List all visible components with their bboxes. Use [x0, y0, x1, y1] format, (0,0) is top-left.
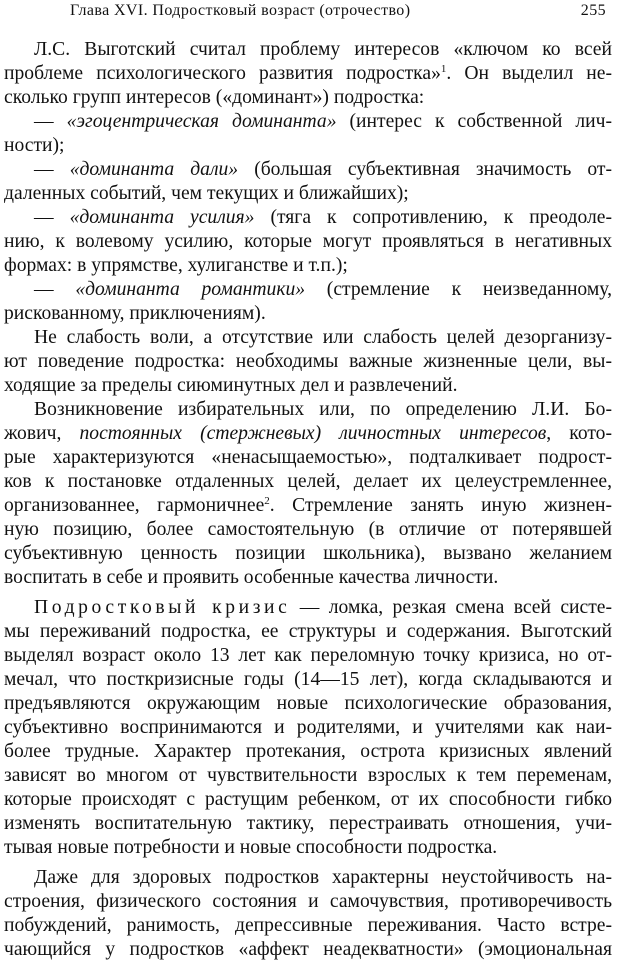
emphasized-term: постоянных (стержневых) личностных интересов — [79, 423, 547, 444]
text-line: строения, физического состояния и самочувствия, противоречивость — [4, 891, 612, 912]
text-line: мечал, что посткризисные годы (14—15 лет), когда складываются и — [4, 669, 612, 690]
text-line: чающийся у подростков «аффект неадекватности» (эмоциональная — [4, 939, 612, 960]
text-line: которые происходят с растущим ребенком, от их способности гибко — [4, 789, 612, 810]
text-line: изменять воспитательную тактику, перестраивать отношения, учи- — [4, 813, 612, 834]
text-line: зависят во многом от чувствительности взрослых к тем переменам, — [4, 765, 612, 786]
chapter-title: Глава XVI. Подростковый возраст (отрочество) — [70, 2, 411, 19]
text-line: субъективно воспринимаются и родителями, и учителями как наи- — [4, 717, 612, 738]
dominant-term: «доминанта дали» — [69, 159, 239, 180]
dominant-term: «эгоцентрическая доминанта» — [66, 111, 337, 132]
text-line: воспитать в себе и проявить особенные качества личности. — [4, 567, 499, 588]
text-line: ности); — [4, 135, 65, 156]
text-line: выделял возраст около 13 лет как переломную точку кризиса, но от- — [4, 645, 612, 666]
text-line: Подростковый кризис — ломка, резкая смена всей систе- — [34, 597, 612, 618]
footnote-ref: 2 — [264, 495, 270, 507]
text-line: ют поведение подростка: необходимы важные жизненные цели, вы- — [4, 351, 612, 372]
text-line: — «эгоцентрическая доминанта» (интерес к собственной лич- — [34, 111, 612, 132]
text-line: побуждений, ранимость, депрессивные переживания. Часто встре- — [4, 915, 612, 936]
text-line: Л.С. Выготский считал проблему интересов «ключом ко всей — [34, 39, 612, 60]
text-line: — «доминанта романтики» (стремление к неизведанному, — [34, 279, 612, 300]
text-line: — «доминанта дали» (большая субъективная значимость от- — [34, 159, 612, 180]
text-line: Не слабость воли, а отсутствие или слабость целей дезорганизу- — [34, 327, 612, 348]
footnote-ref: 1 — [440, 63, 447, 75]
text-line: жович, постоянных (стержневых) личностных интересов, кото- — [4, 423, 612, 444]
text-line: Даже для здоровых подростков характерны неустойчивость на- — [34, 867, 612, 888]
text-line: организованнее, гармоничнее$^2$. Стремление занять иную жизнен- — [4, 495, 612, 516]
text-line: более трудные. Характер протекания, острота кризисных явлений — [4, 741, 612, 762]
text-line: ную позицию, более самостоятельную (в отличие от потерявшей — [4, 519, 612, 540]
page-number: 255 — [580, 2, 606, 19]
text-line: ков к постановке отдаленных целей, делает их целеустремленнее, — [4, 471, 612, 492]
text-line: проблеме психологического развития подростка»$^1$. Он выделил не- — [4, 63, 613, 84]
text-line: предъявляются окружающим новые психологические образования, — [4, 693, 612, 714]
text-line: рискованному, приключениям). — [4, 303, 266, 324]
text-line: — «доминанта усилия» (тяга к сопротивлению, к преодоле- — [34, 207, 612, 228]
text-line: формах: в упрямстве, хулиганстве и т.п.); — [4, 255, 348, 276]
text-line: сколько групп интересов («доминант») подростка: — [4, 87, 425, 108]
running-header — [34, 2, 606, 24]
text-line: нию, к волевому усилию, которые могут проявляться в негативных — [4, 231, 612, 252]
spaced-term: Подростковый кризис — [34, 597, 291, 618]
dominant-term: «доминанта романтики» — [75, 279, 306, 300]
dominant-term: «доминанта усилия» — [69, 207, 255, 228]
text-line: субъективную ценность позиции школьника), вызвано желанием — [4, 543, 612, 564]
text-line: ходящие за пределы сиюминутных дел и развлечений. — [4, 375, 458, 396]
text-line: рые характеризуются «ненасыщаемостью», подталкивает подрост- — [4, 447, 612, 468]
text-line: даленных событий, чем текущих и ближайших); — [4, 183, 409, 204]
text-line: тывая новые потребности и новые способности подростка. — [4, 837, 498, 858]
text-line: Возникновение избирательных или, по определению Л.И. Бо- — [34, 399, 612, 420]
text-line: мы переживаний подростка, ее структуры и содержания. Выготский — [4, 621, 612, 642]
